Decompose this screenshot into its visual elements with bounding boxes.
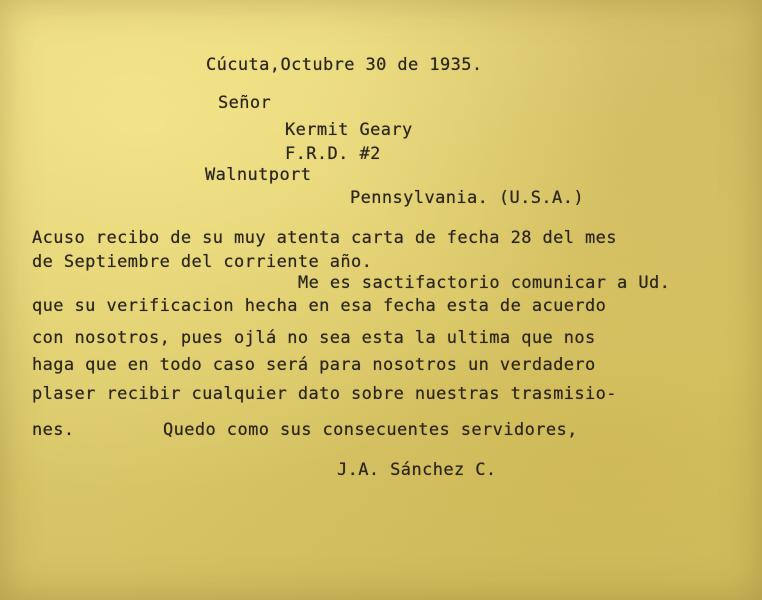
place-date: Cúcuta,Octubre 30 de 1935.: [206, 55, 483, 75]
body-line-7: plaser recibir cualquier dato sobre nuestras trasmisio-: [32, 384, 617, 404]
addressee-town: Walnutport: [205, 165, 312, 185]
body-line-3: Me es sactifactorio comunicar a Ud.: [298, 273, 671, 293]
salutation: Señor: [218, 93, 272, 113]
body-line-6: haga que en todo caso será para nosotros un verdadero: [32, 355, 596, 375]
body-line-9: Quedo como sus consecuentes servidores,: [163, 420, 578, 440]
body-line-8: nes.: [32, 420, 75, 440]
body-line-4: que su verificacion hecha en esa fecha esta de acuerdo: [32, 296, 607, 316]
signature: J.A. Sánchez C.: [337, 460, 497, 480]
body-line-2: de Septiembre del corriente año.: [32, 252, 373, 272]
addressee-route: F.R.D. #2: [285, 144, 381, 164]
addressee-name: Kermit Geary: [285, 120, 413, 140]
body-line-1: Acuso recibo de su muy atenta carta de fecha 28 del mes: [32, 228, 617, 248]
addressee-state: Pennsylvania. (U.S.A.): [350, 188, 584, 208]
body-line-5: con nosotros, pues ojlá no sea esta la ultima que nos: [32, 328, 596, 348]
